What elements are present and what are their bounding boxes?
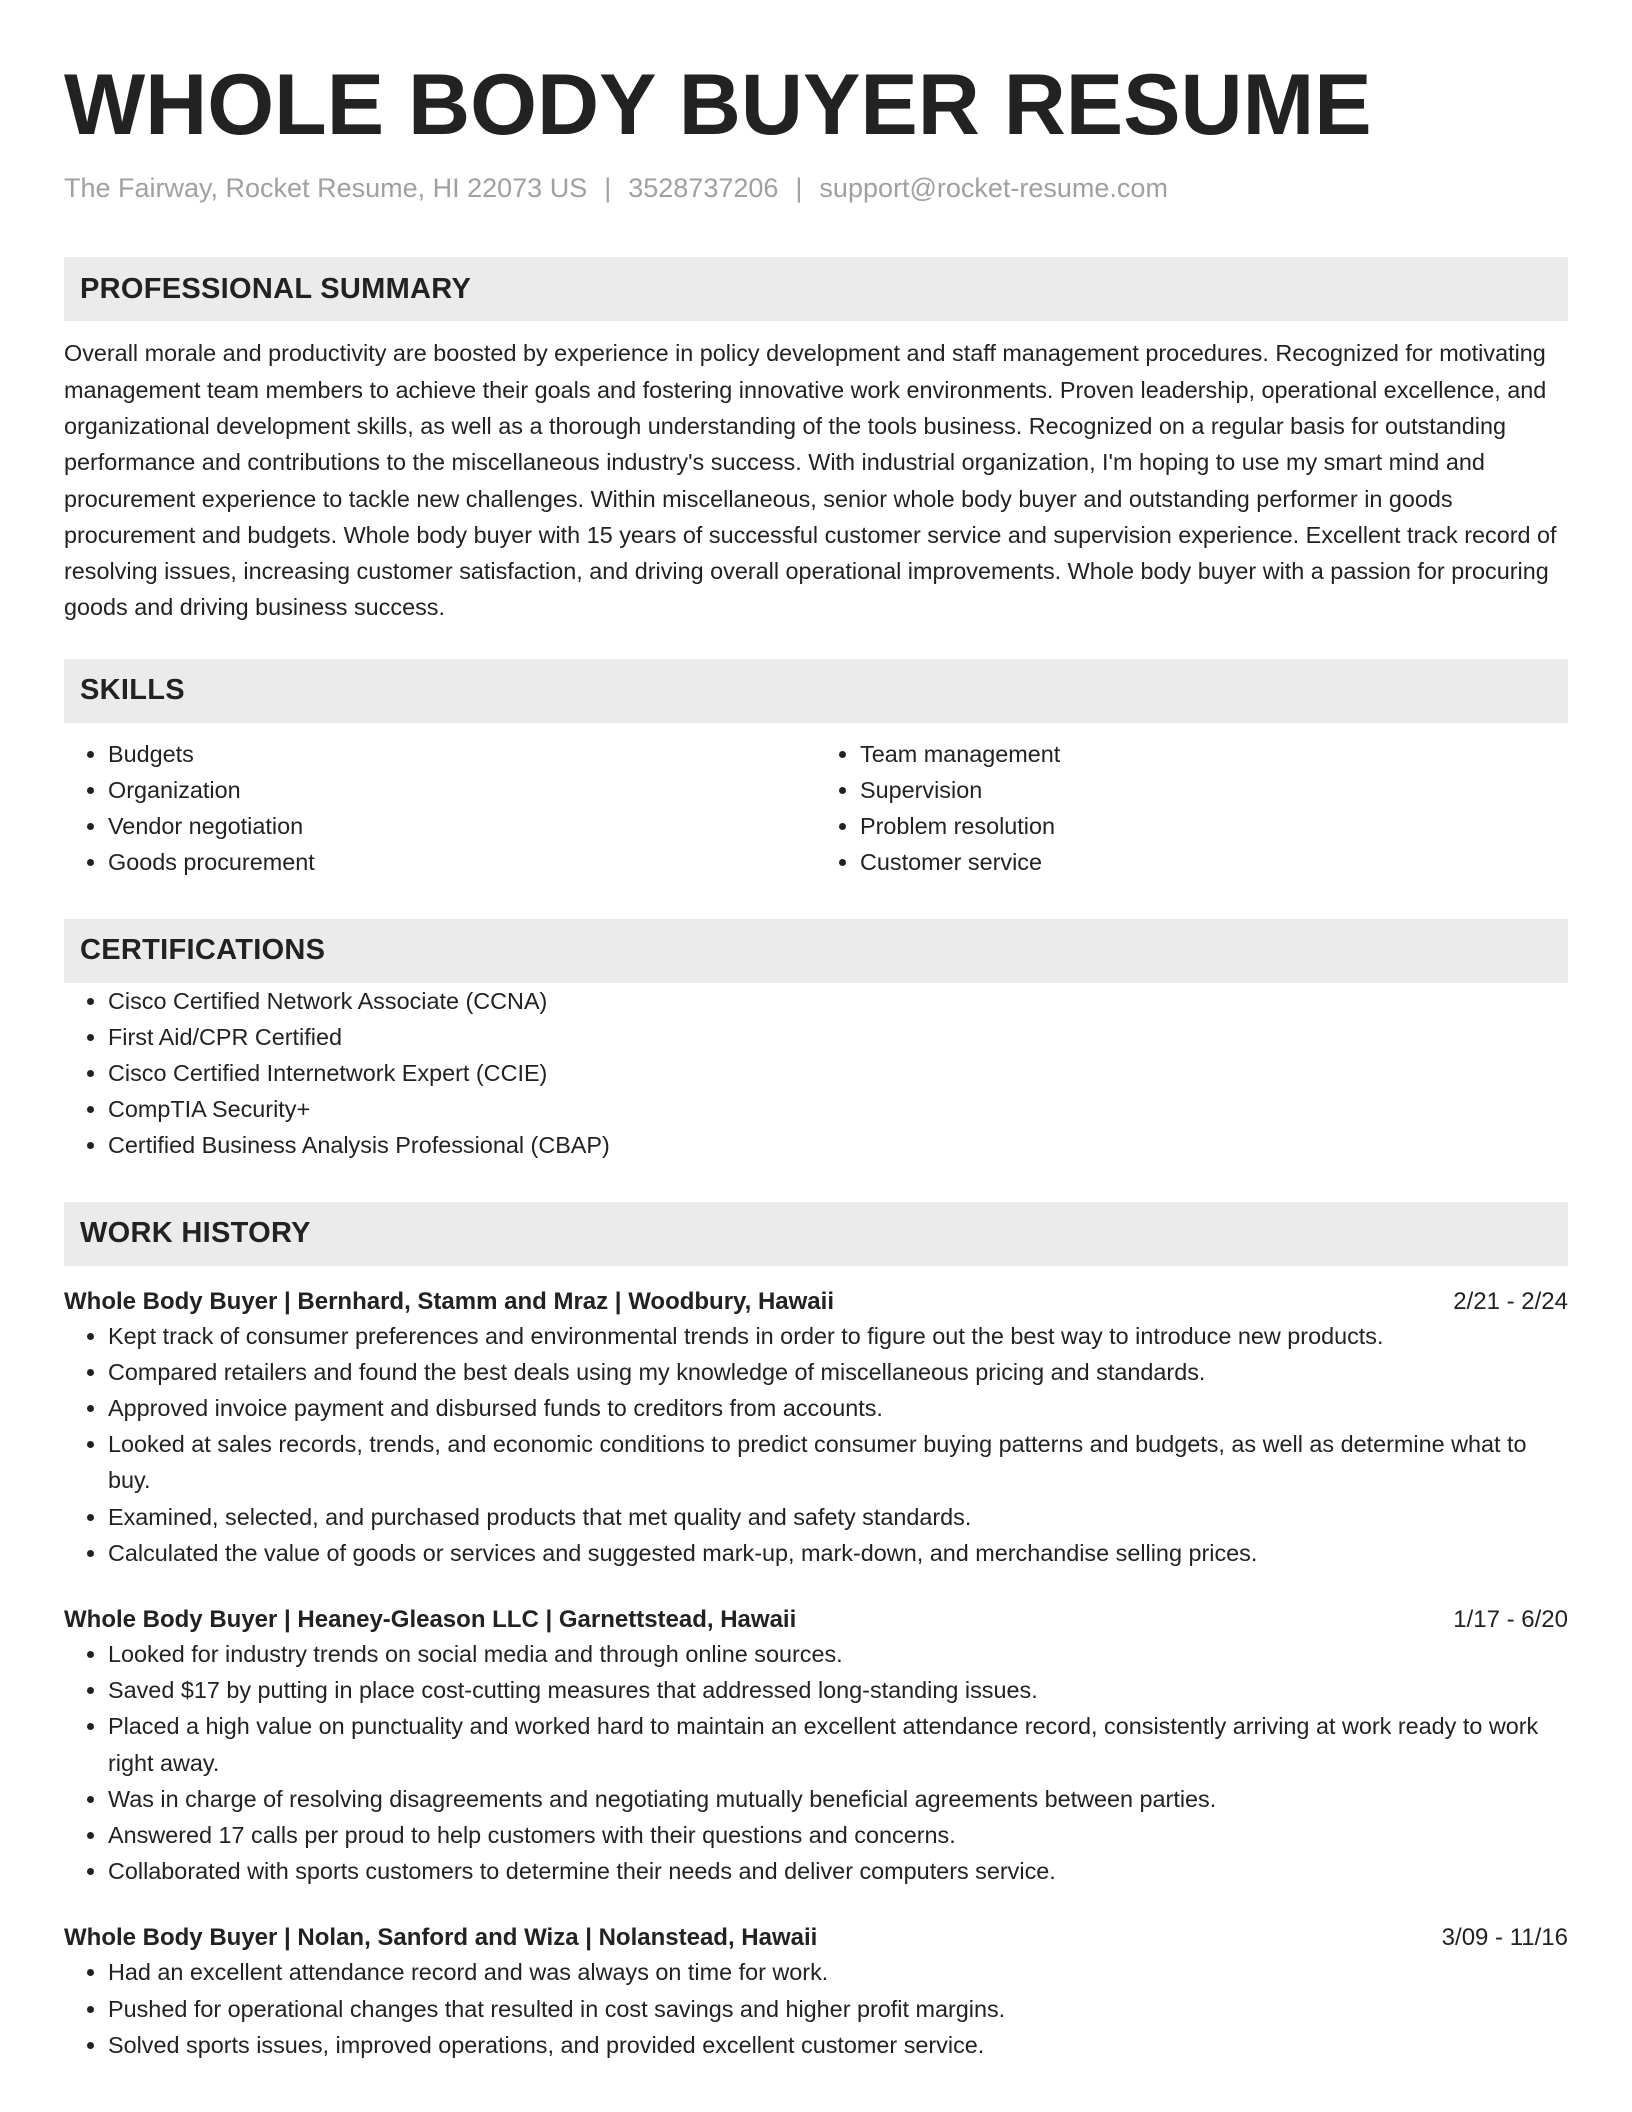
contact-separator: | xyxy=(795,173,803,203)
certification-item: • Cisco Certified Internetwork Expert (CCIE) xyxy=(108,1055,1568,1091)
job-heading: Whole Body Buyer | Heaney-Gleason LLC | Garnettstead, Hawaii xyxy=(64,1606,797,1634)
skills-list-left xyxy=(64,736,816,881)
skills-list-right xyxy=(816,736,1568,881)
contact-address: The Fairway, Rocket Resume, HI 22073 US xyxy=(64,173,588,203)
job-bullets xyxy=(64,1318,1568,1571)
skill-item: • Supervision xyxy=(860,772,1568,808)
job-bullet: • Had an excellent attendance record and was always on time for work. xyxy=(108,1954,1568,1990)
job-bullet: • Compared retailers and found the best deals using my knowledge of miscellaneous pricing and standards. xyxy=(108,1354,1568,1390)
job-bullet: • Saved $17 by putting in place cost-cutting measures that addressed long-standing issues. xyxy=(108,1672,1568,1708)
summary-text: Overall morale and productivity are boosted by experience in policy development and staff management procedures. Recognized for motivating management team members to achieve their goals and fostering innovative work environments. Proven leadership, operational excellence, and organizational development skills, as well as a thorough understanding of the tools business. Recognized on a regular basis for outstanding performance and contributions to the miscellaneous industry's success. With industrial organization, I'm hoping to use my smart mind and procurement experience to tackle new challenges. Within miscellaneous, senior whole body buyer and outstanding performer in goods procurement and budgets. Whole body buyer with 15 years of successful customer service and supervision experience. Excellent track record of resolving issues, increasing customer satisfaction, and driving overall operational improvements. Whole body buyer with a passion for procuring goods and driving business success. xyxy=(64,340,1557,621)
certification-item: • Cisco Certified Network Associate (CCNA) xyxy=(108,983,1568,1019)
job-dates: 1/17 - 6/20 xyxy=(1453,1606,1568,1634)
skill-item: • Team management xyxy=(860,736,1568,772)
skill-item: • Problem resolution xyxy=(860,808,1568,844)
section-header-summary: PROFESSIONAL SUMMARY xyxy=(64,257,1568,321)
section-header-skills: SKILLS xyxy=(64,659,1568,723)
job-bullet: • Approved invoice payment and disbursed funds to creditors from accounts. xyxy=(108,1390,1568,1426)
contact-phone: 3528737206 xyxy=(628,173,779,203)
contact-line xyxy=(64,172,1568,204)
job-bullet: • Pushed for operational changes that resulted in cost savings and higher profit margins. xyxy=(108,1991,1568,2027)
skill-item: • Customer service xyxy=(860,844,1568,880)
skill-item: • Organization xyxy=(108,772,816,808)
resume-title: WHOLE BODY BUYER RESUME xyxy=(64,57,1372,153)
job-heading-line xyxy=(64,1286,1568,1318)
job-bullet: • Collaborated with sports customers to determine their needs and deliver computers service. xyxy=(108,1853,1568,1889)
job-entry xyxy=(64,1922,1568,2063)
job-bullet: • Examined, selected, and purchased products that met quality and safety standards. xyxy=(108,1499,1568,1535)
job-bullet: • Looked at sales records, trends, and economic conditions to predict consumer buying patterns and budgets, as well as determine what to buy. xyxy=(108,1426,1568,1498)
job-dates: 2/21 - 2/24 xyxy=(1453,1287,1568,1315)
job-bullets xyxy=(64,1636,1568,1889)
job-bullet: • Solved sports issues, improved operations, and provided excellent customer service. xyxy=(108,2027,1568,2063)
job-bullet: • Answered 17 calls per proud to help customers with their questions and concerns. xyxy=(108,1817,1568,1853)
job-heading: Whole Body Buyer | Bernhard, Stamm and Mraz | Woodbury, Hawaii xyxy=(64,1287,834,1315)
skill-item: • Goods procurement xyxy=(108,844,816,880)
job-bullet: • Placed a high value on punctuality and worked hard to maintain an excellent attendance record, consistently arriving at work ready to work right away. xyxy=(108,1708,1568,1780)
certification-item: • Certified Business Analysis Professional (CBAP) xyxy=(108,1127,1568,1163)
certification-item: • First Aid/CPR Certified xyxy=(108,1019,1568,1055)
job-heading-line xyxy=(64,1604,1568,1636)
job-bullet: • Calculated the value of goods or services and suggested mark-up, mark-down, and merchandise selling prices. xyxy=(108,1535,1568,1571)
certifications-list xyxy=(64,983,1568,1164)
job-bullet: • Was in charge of resolving disagreements and negotiating mutually beneficial agreements between parties. xyxy=(108,1781,1568,1817)
job-heading-line xyxy=(64,1922,1568,1954)
skill-item: • Vendor negotiation xyxy=(108,808,816,844)
job-bullets xyxy=(64,1954,1568,2063)
skill-item: • Budgets xyxy=(108,736,816,772)
section-header-work-history: WORK HISTORY xyxy=(64,1202,1568,1266)
certification-item: • CompTIA Security+ xyxy=(108,1091,1568,1127)
section-header-certifications: CERTIFICATIONS xyxy=(64,919,1568,983)
contact-email: support@rocket-resume.com xyxy=(819,173,1168,203)
job-entry xyxy=(64,1286,1568,1571)
job-bullet: • Looked for industry trends on social media and through online sources. xyxy=(108,1636,1568,1672)
job-entry xyxy=(64,1604,1568,1889)
contact-separator: | xyxy=(604,173,612,203)
job-bullet: • Kept track of consumer preferences and environmental trends in order to figure out the best way to introduce new products. xyxy=(108,1318,1568,1354)
job-dates: 3/09 - 11/16 xyxy=(1441,1924,1568,1952)
job-heading: Whole Body Buyer | Nolan, Sanford and Wiza | Nolanstead, Hawaii xyxy=(64,1924,818,1952)
skills-grid xyxy=(64,736,1568,881)
